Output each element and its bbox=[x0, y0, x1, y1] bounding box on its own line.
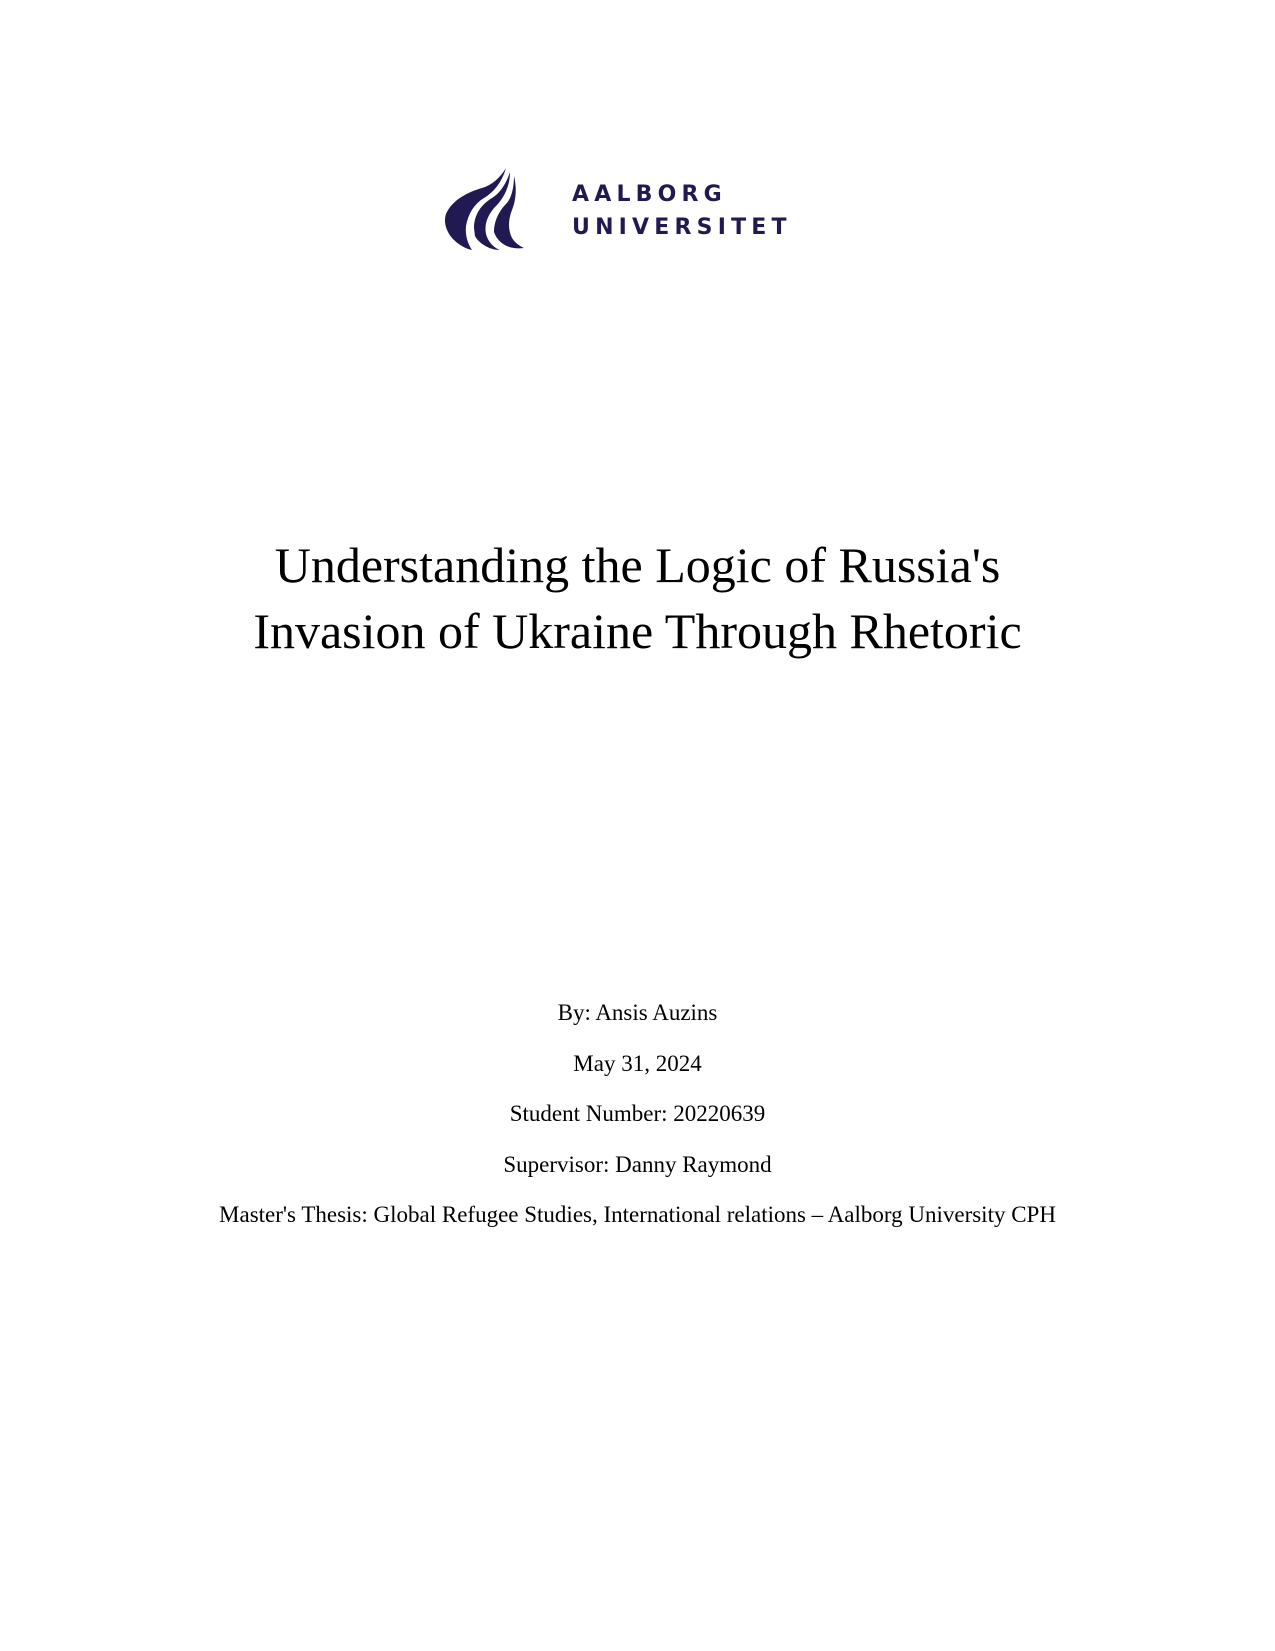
university-name-line1: AALBORG bbox=[572, 182, 727, 207]
title-page-details bbox=[0, 1000, 1275, 1253]
author: By: Ansis Auzins bbox=[557, 1000, 718, 1025]
date: May 31, 2024 bbox=[573, 1050, 702, 1076]
university-logo bbox=[444, 166, 792, 250]
thesis-title-line1: Understanding the Logic of Russia's bbox=[274, 537, 1001, 593]
aalborg-wave-logo-icon bbox=[444, 166, 524, 250]
university-name bbox=[572, 178, 792, 244]
program: Master's Thesis: Global Refugee Studies, International relations – Aalborg University CPH bbox=[219, 1202, 1056, 1227]
supervisor: Supervisor: Danny Raymond bbox=[503, 1151, 772, 1177]
thesis-title bbox=[0, 532, 1275, 664]
university-name-line2: UNIVERSITET bbox=[572, 215, 792, 240]
student-number: Student Number: 20220639 bbox=[509, 1101, 766, 1126]
thesis-title-line2: Invasion of Ukraine Through Rhetoric bbox=[253, 603, 1022, 659]
